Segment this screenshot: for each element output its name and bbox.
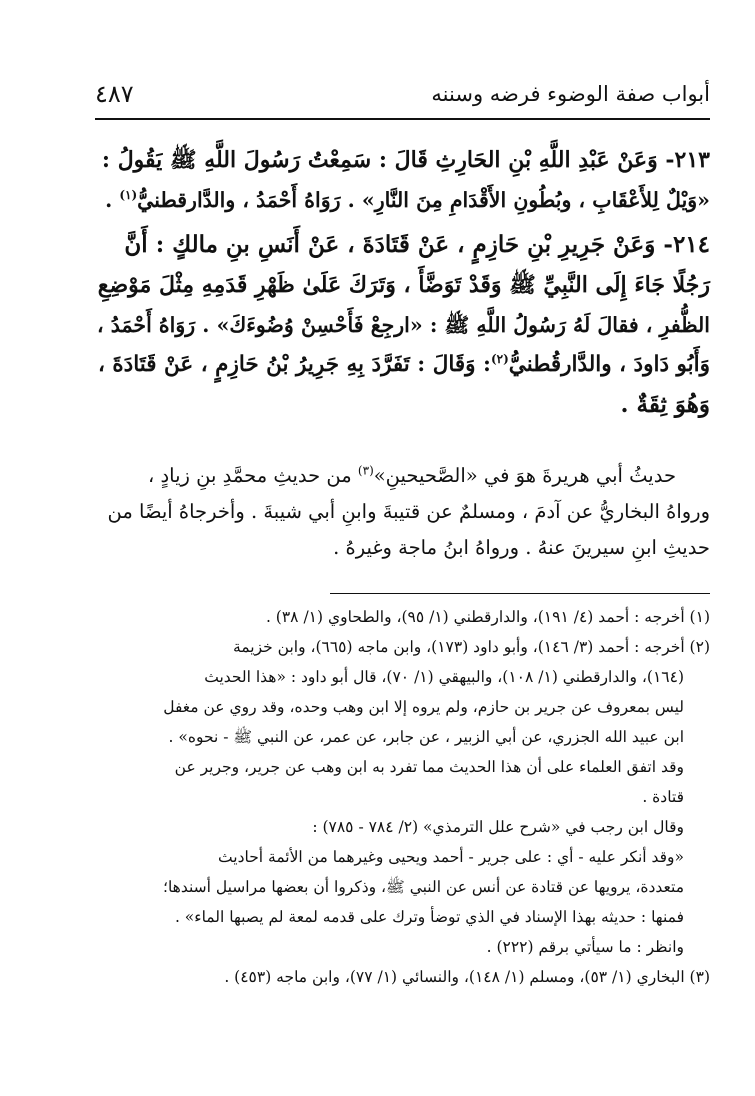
header-divider xyxy=(95,118,710,120)
hadith-213-line: «وَيْلٌ لِلأَعْقَابِ ، وبُطُونِ الأَقْدَامِ مِنَ النَّارِ» . رَوَاهُ أَحْمَدُ ، والدَّارقطنيُّ$^{(١)}$ . xyxy=(105,188,710,212)
hadith-214 xyxy=(95,225,710,425)
commentary-paragraph xyxy=(95,458,710,566)
footnotes xyxy=(95,602,710,992)
footnote-2-line: وقد اتفق العلماء على أن هذا الحديث مما تفرد به ابن وهب عن جرير، وجرير عن xyxy=(174,758,684,776)
hadith-214-line: رَجُلًا جَاءَ إِلَى النَّبِيِّ ﷺ وَقَدْ تَوَضَّأَ ، وَتَرَكَ عَلَىٰ ظَهْرِ قَدَمِهِ مِثْلَ مَوْضِعِ xyxy=(97,272,710,298)
commentary-line: حديثُ أبي هريرةَ هوَ في «الصَّحيحينِ»$^{(٣)}$ من حديثِ محمَّدِ بنِ زيادٍ ، xyxy=(147,463,676,487)
hadith-214-line: وَأَبُو دَاودَ ، والدَّارقُطنيُّ$^{(٢)}$: وَقَالَ : تَفَرَّدَ بِهِ جَرِيرُ بْنُ حَازِمٍ ، عَنْ قَتَادَةَ ، xyxy=(97,351,710,377)
footnote-2-line: وقال ابن رجب في «شرح علل الترمذي» (٢/ ٧٨٤ - ٧٨٥) : xyxy=(312,818,684,836)
footnote-3: (٣) البخاري (١/ ٥٣)، ومسلم (١/ ١٤٨)، والنسائي (١/ ٧٧)، وابن ماجه (٤٥٣) . xyxy=(224,968,710,986)
footnote-1: (١) أخرجه : أحمد (٤/ ١٩١)، والدارقطني (١/ ٩٥)، والطحاوي (١/ ٣٨) . xyxy=(265,608,710,626)
commentary-line: حديثِ ابنِ سيرينَ عنهُ . ورواهُ ابنُ ماجة وغيرهُ . xyxy=(333,536,710,559)
footnote-ref: (٣) xyxy=(357,463,374,478)
hadith-213 xyxy=(95,140,710,220)
footnote-ref: (١) xyxy=(119,188,138,203)
footnote-divider xyxy=(330,593,710,594)
hadith-213-line: ٢١٣- وَعَنْ عَبْدِ اللَّهِ بْنِ الحَارِثِ قَالَ : سَمِعْتُ رَسُولَ اللَّهِ ﷺ يَقُولُ : xyxy=(101,147,710,173)
footnote-2-line: فمنها : حديثه بهذا الإسناد في الذي توضأ وترك على قدمه لمعة لم يصبها الماء» . xyxy=(174,908,684,926)
commentary-line: ورواهُ البخاريُّ عن آدمَ ، ومسلمٌ عن قتيبةَ وابنِ أبي شيبةَ . وأخرجاهُ أيضًا من xyxy=(107,500,710,523)
footnote-ref: (٢) xyxy=(490,351,509,366)
footnote-2-line: متعددة، يرويها عن قتادة عن أنس عن النبي ﷺ، وذكروا أن بعضها مراسيل أسندها؛ xyxy=(163,878,684,896)
running-header xyxy=(95,78,710,114)
hadith-214-line: الظُّفرِ ، فقالَ لَهُ رَسُولُ اللَّهِ ﷺ : «ارجِعْ فَأَحْسِنْ وُضُوءَكَ» . رَوَاهُ أَحْمَدُ ، xyxy=(97,313,710,337)
hadith-214-line: ٢١٤- وَعَنْ جَرِيرِ بْنِ حَازِمٍ ، عَنْ قَتَادَةَ ، عَنْ أَنَسِ بنِ مالكٍ : أَنَّ xyxy=(124,231,710,258)
footnote-2-line: (١٦٤)، والدارقطني (١/ ١٠٨)، والبيهقي (١/ ٧٠)، قال أبو داود : «هذا الحديث xyxy=(204,668,684,686)
footnote-2-line: (٢) أخرجه : أحمد (٣/ ١٤٦)، وأبو داود (١٧٣)، وابن ماجه (٦٦٥)، وابن خزيمة xyxy=(233,638,710,656)
footnote-2-line: ليس بمعروف عن جرير بن حازم، ولم يروه إلا ابن وهب وحده، وقد روي عن مغفل xyxy=(163,698,684,716)
footnote-2-line: «وقد أنكر عليه - أي : على جرير - أحمد ويحيى وغيرهما من الأئمة أحاديث xyxy=(218,848,684,866)
page-number: ٤٨٧ xyxy=(95,80,134,108)
footnote-2-line: وانظر : ما سيأتي برقم (٢٢٢) . xyxy=(486,938,684,956)
chapter-title: أبواب صفة الوضوء فرضه وسننه xyxy=(431,82,710,106)
footnote-2-line: ابن عبيد الله الجزري، عن أبي الزبير ، عن جابر، عن عمر، عن النبي ﷺ - نحوه» . xyxy=(168,728,684,746)
footnote-2-line: قتادة . xyxy=(642,788,684,806)
hadith-214-line: وَهُوَ ثِقَةٌ . xyxy=(620,391,710,418)
